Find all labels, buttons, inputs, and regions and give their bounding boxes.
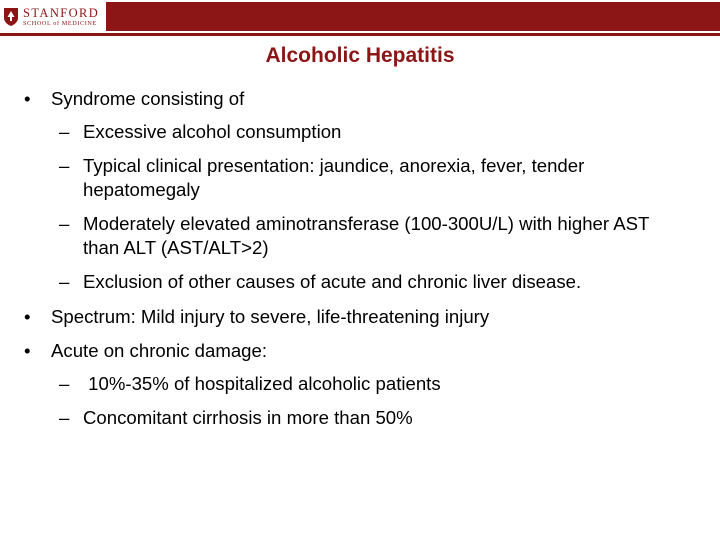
stanford-tree-shield-icon: [3, 7, 19, 27]
sub-bullet-item: [0, 270, 683, 294]
dash-marker: –: [59, 213, 70, 234]
slide-header: [0, 0, 720, 36]
sub-bullet-text: Excessive alcohol consumption: [83, 121, 342, 142]
sub-bullet-text: Typical clinical presentation: jaundice, anorexia, fever, tender hepatomegaly: [83, 155, 585, 200]
dash-marker: –: [59, 155, 70, 176]
dash-marker: –: [59, 407, 70, 428]
stanford-logo: [0, 0, 106, 34]
logo-subtitle: SCHOOL of MEDICINE: [23, 20, 97, 28]
dash-marker: –: [59, 271, 70, 292]
sub-bullet-text: 10%-35% of hospitalized alcoholic patients: [83, 373, 441, 394]
bullet-text: Acute on chronic damage:: [51, 340, 268, 361]
bullet-marker: •: [24, 340, 31, 361]
dash-marker: –: [59, 373, 70, 394]
slide-title: Alcoholic Hepatitis: [265, 44, 455, 67]
bullet-item: [0, 304, 720, 330]
sub-bullet-text: Moderately elevated aminotransferase (100-300U/L) with higher AST than ALT (AST/ALT>2): [83, 213, 650, 258]
bullet-marker: •: [24, 88, 31, 109]
dash-marker: –: [59, 121, 70, 142]
sub-bullet-item: [0, 212, 683, 260]
bullet-text: Spectrum: Mild injury to severe, life-threatening injury: [51, 306, 490, 327]
bullet-marker: •: [24, 306, 31, 327]
sub-bullet-text: Exclusion of other causes of acute and chronic liver disease.: [83, 271, 582, 292]
bullet-item: [0, 338, 720, 364]
sub-bullet-item: [0, 406, 683, 430]
bullet-item: [0, 86, 720, 112]
sub-bullet-item: [0, 120, 683, 144]
header-rule: [0, 33, 720, 36]
header-banner: [106, 2, 720, 31]
sub-bullet-text: Concomitant cirrhosis in more than 50%: [83, 407, 413, 428]
logo-wordmark: STANFORD: [23, 5, 100, 20]
sub-bullet-item: [0, 154, 683, 202]
slide-body: [0, 86, 720, 440]
sub-bullet-item: [0, 372, 683, 396]
bullet-text: Syndrome consisting of: [51, 88, 245, 109]
